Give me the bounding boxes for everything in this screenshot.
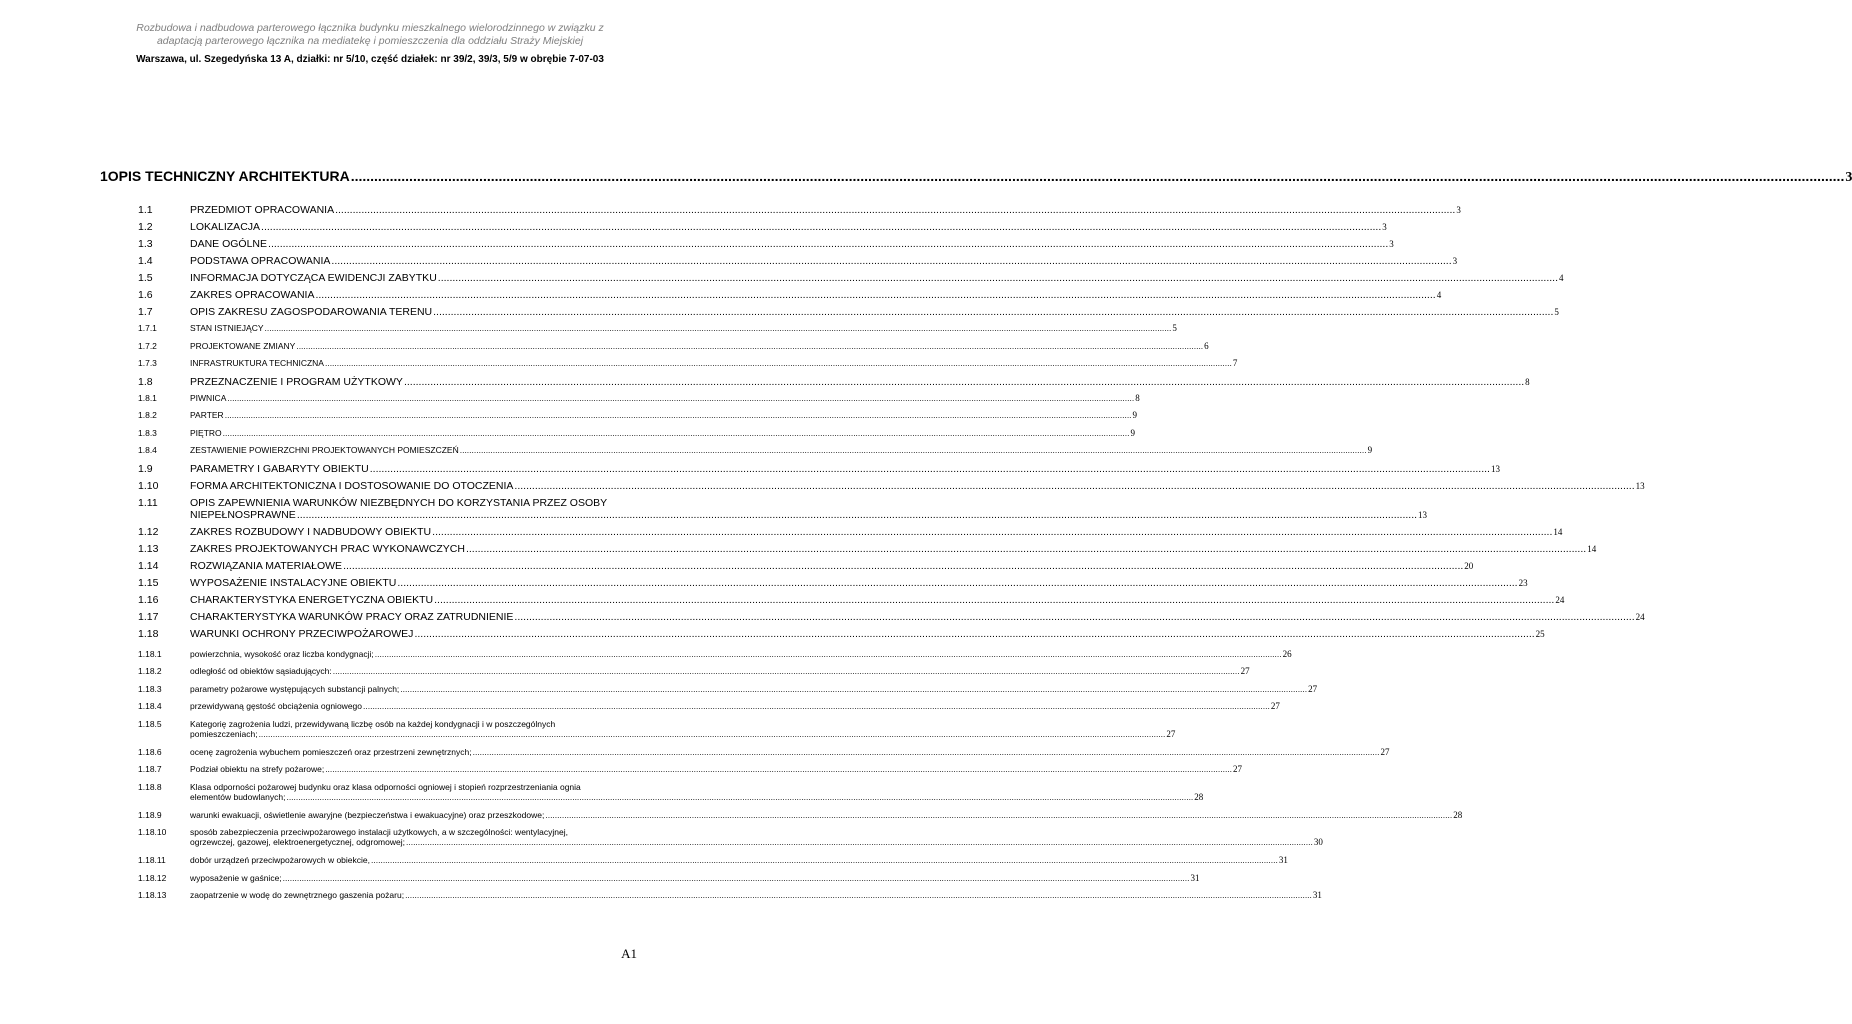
- toc-number: 1.8: [138, 375, 153, 388]
- chapter-leader-dots: [351, 168, 1845, 184]
- leader-dots: [315, 289, 1435, 301]
- toc-title: PRZEDMIOT OPRACOWANIA: [190, 204, 335, 216]
- toc-entry-1-18[interactable]: [138, 627, 1545, 649]
- toc-page: 9: [1132, 410, 1138, 420]
- toc-entry-1-16[interactable]: [138, 593, 1565, 611]
- toc-entry-1-7-2[interactable]: [138, 340, 1209, 359]
- toc-number: 1.15: [138, 576, 159, 589]
- toc-title: zaopatrzenie w wodę do zewnętrznego gaszenia pożaru;: [190, 890, 405, 900]
- toc-page: 27: [1270, 701, 1280, 711]
- toc-entry-1-18-12[interactable]: [138, 872, 1200, 891]
- toc-page: 3: [1389, 239, 1394, 249]
- toc-title: WARUNKI OCHRONY PRZECIWPOŻAROWEJ: [190, 627, 414, 640]
- leader-dots: [438, 272, 1558, 284]
- leader-dots: [223, 428, 1130, 438]
- toc-entry-1-8[interactable]: [138, 375, 1530, 393]
- toc-entry-1-4[interactable]: [138, 255, 1458, 272]
- toc-number: 1.18.13: [138, 890, 167, 900]
- toc-page: 24: [1635, 611, 1645, 622]
- toc-number: 1.18.1: [138, 648, 162, 659]
- toc-entry-1-5[interactable]: [138, 272, 1564, 289]
- leader-dots: [297, 509, 1417, 521]
- toc-title: PRZEZNACZENIE I PROGRAM UŻYTKOWY: [190, 375, 403, 388]
- toc-number: 1.18.10: [138, 827, 167, 837]
- header-address: Warszawa, ul. Szegedyńska 13 A, działki: nr 5/10, część działek: nr 39/2, 39/3, 5/9 w obrębie 7-07-03: [136, 54, 604, 65]
- toc-entry-1-7[interactable]: [138, 306, 1559, 323]
- toc-title: DANE OGÓLNE: [190, 238, 268, 250]
- toc-page: 23: [1518, 577, 1528, 588]
- toc-number: 1.7.3: [138, 358, 157, 368]
- leader-dots: [400, 684, 1307, 694]
- toc-number: 1.4: [138, 255, 153, 267]
- toc-page: 3: [1382, 222, 1387, 232]
- toc-title-line1: sposób zabezpieczenia przeciwpożarowego instalacji użytkowych, a w szczególności: wentylacyjnej,: [190, 827, 568, 837]
- toc-entry-1-6[interactable]: [138, 289, 1442, 306]
- toc-entry-1-18-11[interactable]: [138, 855, 1288, 873]
- toc-title: ZESTAWIENIE POWIERZCHNI PROJEKTOWANYCH POMIESZCZEŃ: [190, 445, 459, 455]
- leader-dots: [432, 526, 1552, 538]
- toc-number: 1.10: [138, 479, 159, 492]
- leader-dots: [227, 393, 1134, 403]
- toc-entry-1-15[interactable]: [138, 576, 1528, 594]
- leader-dots: [335, 204, 1455, 216]
- toc-title: PARAMETRY I GABARYTY OBIEKTU: [190, 462, 369, 475]
- toc-title: INFRASTRUKTURA TECHNICZNA: [190, 358, 324, 368]
- leader-dots: [333, 666, 1240, 676]
- leader-dots: [259, 729, 1166, 739]
- toc-title: parametry pożarowe występujących substancji palnych;: [190, 683, 400, 694]
- toc-entry-1-18-5[interactable]: [138, 718, 1176, 747]
- toc-entry-1-11[interactable]: [138, 496, 1428, 526]
- leader-dots: [283, 873, 1190, 883]
- toc-title-line1: OPIS ZAPEWNIENIA WARUNKÓW NIEZBĘDNYCH DO KORZYSTANIA PRZEZ OSOBY: [190, 496, 608, 509]
- toc-number: 1.7.2: [138, 340, 157, 351]
- toc-number: 1.17: [138, 610, 159, 623]
- leader-dots: [268, 238, 1388, 250]
- toc-number: 1.8.4: [138, 445, 157, 455]
- toc-entry-1-18-7[interactable]: [138, 764, 1243, 782]
- toc-title: PODSTAWA OPRACOWANIA: [190, 255, 331, 267]
- toc-title: ZAKRES OPRACOWANIA: [190, 289, 315, 301]
- toc-number: 1.16: [138, 593, 159, 606]
- toc-entry-1-9[interactable]: [138, 462, 1500, 480]
- toc-page: 25: [1535, 628, 1545, 639]
- toc-number: 1.18.2: [138, 666, 162, 676]
- toc-entry-1-8-2[interactable]: [138, 410, 1138, 428]
- document-header: [90, 22, 650, 65]
- leader-dots: [514, 611, 1634, 623]
- toc-entry-1-7-1[interactable]: [138, 323, 1177, 341]
- toc-page: 20: [1464, 560, 1474, 571]
- toc-page: 3: [1456, 205, 1461, 215]
- toc-page: 5: [1172, 323, 1177, 333]
- toc-entry-1-3[interactable]: [138, 238, 1394, 255]
- toc-number: 1.8.3: [138, 427, 157, 438]
- toc-page: 4: [1559, 273, 1564, 283]
- toc-entry-1-10[interactable]: [138, 479, 1645, 497]
- toc-entry-1-8-4[interactable]: [138, 445, 1373, 463]
- toc-page: 5: [1554, 307, 1559, 317]
- leader-dots: [296, 341, 1203, 351]
- toc-page: 27: [1233, 764, 1243, 774]
- toc-title: ZAKRES ROZBUDOWY I NADBUDOWY OBIEKTU: [190, 525, 432, 538]
- toc-title: LOKALIZACJA: [190, 221, 261, 233]
- toc-title: odległość od obiektów sąsiadujących:: [190, 666, 332, 676]
- toc-title: OPIS ZAKRESU ZAGOSPODAROWANIA TERENU: [190, 306, 433, 318]
- toc-number: 1.18.3: [138, 683, 162, 694]
- toc-entry-1-18-9[interactable]: [138, 809, 1463, 828]
- toc-number: 1.2: [138, 221, 153, 233]
- toc-title-line2: NIEPEŁNOSPRAWNE: [190, 508, 296, 521]
- toc-title-line2: ogrzewczej, gazowej, elektroenergetycznej, odgromowej;: [190, 837, 405, 847]
- toc-title: FORMA ARCHITEKTONICZNA I DOSTOSOWANIE DO OTOCZENIA: [190, 479, 514, 492]
- toc-number: 1.18.12: [138, 872, 167, 883]
- toc-number: 1.11: [138, 496, 158, 509]
- toc-number: 1.1: [138, 204, 153, 216]
- toc-number: 1.6: [138, 289, 153, 301]
- toc-entry-1-18-1[interactable]: [138, 648, 1292, 667]
- toc-number: 1.18.6: [138, 746, 162, 757]
- toc-number: 1.8.1: [138, 392, 157, 403]
- toc-entry-1-1[interactable]: [138, 204, 1461, 221]
- toc-entry-1-13[interactable]: [138, 542, 1597, 560]
- toc-title: WYPOSAŻENIE INSTALACYJNE OBIEKTU: [190, 576, 397, 589]
- leader-dots: [414, 628, 1534, 640]
- toc-entry-1-18-10[interactable]: [138, 827, 1323, 855]
- toc-title: Podział obiektu na strefy pożarowe;: [190, 764, 325, 774]
- toc-page: 31: [1278, 855, 1288, 865]
- table-of-contents: [138, 204, 1645, 908]
- toc-entry-1-18-3[interactable]: [138, 683, 1318, 702]
- toc-number: 1.18.9: [138, 809, 162, 820]
- toc-page: 27: [1166, 728, 1176, 739]
- toc-title: STAN ISTNIEJĄCY: [190, 323, 264, 333]
- chapter-title: OPIS TECHNICZNY ARCHITEKTURA: [107, 168, 350, 184]
- toc-title-line1: Kategorię zagrożenia ludzi, przewidywaną liczbę osób na każdej kondygnacji i w poszczególnych: [190, 718, 556, 729]
- toc-number: 1.18.11: [138, 855, 166, 865]
- toc-title: ZAKRES PROJEKTOWANYCH PRAC WYKONAWCZYCH: [190, 542, 465, 555]
- toc-page: 27: [1240, 666, 1250, 676]
- toc-page: 7: [1232, 358, 1238, 368]
- leader-dots: [343, 560, 1463, 572]
- toc-entry-1-17[interactable]: [138, 610, 1645, 628]
- leader-dots: [406, 837, 1313, 847]
- toc-title: przewidywaną gęstość obciążenia ogniowego: [190, 701, 362, 711]
- toc-page: 13: [1635, 480, 1645, 491]
- header-subtitle-line2: adaptacją parterowego łącznika na mediatekę i pomieszczenia dla oddziału Straży Miejskiej: [156, 35, 584, 47]
- leader-dots: [286, 792, 1193, 802]
- leader-dots: [545, 810, 1452, 820]
- toc-entry-1-18-2[interactable]: [138, 666, 1250, 684]
- toc-number: 1.9: [138, 462, 153, 475]
- leader-dots: [466, 543, 1586, 555]
- leader-dots: [225, 410, 1132, 420]
- toc-title: PIĘTRO: [190, 427, 222, 438]
- toc-title-line1: Klasa odporności pożarowej budynku oraz klasa odporności ogniowej i stopień rozprzestrzeniania ognia: [190, 781, 581, 792]
- toc-page: 13: [1418, 509, 1428, 520]
- leader-dots: [514, 480, 1634, 492]
- toc-title: PROJEKTOWANE ZMIANY: [190, 340, 296, 351]
- leader-dots: [375, 649, 1282, 659]
- toc-page: 8: [1525, 376, 1530, 387]
- toc-title: warunki ewakuacji, oświetlenie awaryjne (bezpieczeństwa i ewakuacyjne) oraz przeszkodowe;: [190, 809, 545, 820]
- toc-title: wyposażenie w gaśnice;: [190, 872, 282, 883]
- toc-page: 9: [1367, 445, 1373, 455]
- toc-number: 1.18: [138, 627, 159, 640]
- toc-page: 4: [1436, 290, 1442, 300]
- toc-page: 13: [1490, 463, 1500, 474]
- toc-title: ROZWIĄZANIA MATERIAŁOWE: [190, 559, 343, 572]
- toc-number: 1.13: [138, 542, 159, 555]
- toc-page: 31: [1190, 872, 1200, 883]
- toc-entry-1-18-8[interactable]: [138, 781, 1204, 810]
- toc-page: 14: [1553, 526, 1563, 537]
- toc-entry-1-18-13[interactable]: [138, 890, 1322, 908]
- toc-entry-1-18-4[interactable]: [138, 701, 1280, 719]
- leader-dots: [265, 323, 1172, 333]
- toc-number: 1.7.1: [138, 323, 157, 333]
- leader-dots: [371, 855, 1278, 865]
- toc-title: INFORMACJA DOTYCZĄCA EWIDENCJI ZABYTKU: [190, 272, 437, 284]
- leader-dots: [325, 764, 1232, 774]
- toc-page: 24: [1555, 594, 1565, 605]
- toc-title: powierzchnia, wysokość oraz liczba kondygnacji;: [190, 648, 374, 659]
- leader-dots: [434, 594, 1554, 606]
- toc-number: 1.12: [138, 525, 159, 538]
- toc-page: 27: [1308, 683, 1318, 694]
- leader-dots: [404, 376, 1524, 388]
- toc-title-line2: elementów budowlanych;: [190, 791, 286, 802]
- toc-number: 1.3: [138, 238, 153, 250]
- page-label: A1: [621, 946, 637, 961]
- toc-entry-1-14[interactable]: [138, 559, 1474, 577]
- toc-chapter-1[interactable]: [100, 168, 1852, 186]
- toc-entry-1-8-1[interactable]: [138, 392, 1140, 411]
- chapter-page: 3: [1845, 170, 1852, 185]
- toc-title: PIWNICA: [190, 392, 227, 403]
- chapter-number: 1: [100, 168, 108, 184]
- toc-page: 28: [1453, 809, 1463, 820]
- leader-dots: [460, 445, 1367, 455]
- toc-page: 6: [1204, 340, 1209, 351]
- toc-page: 8: [1135, 392, 1140, 403]
- toc-entry-1-18-6[interactable]: [138, 746, 1390, 765]
- leader-dots: [473, 747, 1380, 757]
- leader-dots: [331, 255, 1451, 267]
- leader-dots: [433, 306, 1553, 318]
- toc-page: 28: [1194, 791, 1204, 802]
- leader-dots: [370, 463, 1490, 475]
- toc-entry-1-8-3[interactable]: [138, 427, 1135, 446]
- toc-page: 30: [1313, 837, 1323, 847]
- toc-page: 9: [1130, 427, 1135, 438]
- toc-number: 1.18.5: [138, 718, 162, 729]
- toc-number: 1.5: [138, 272, 153, 284]
- toc-title: CHARAKTERYSTYKA WARUNKÓW PRACY ORAZ ZATRUDNIENIE: [190, 610, 514, 623]
- leader-dots: [405, 890, 1312, 900]
- toc-page: 3: [1452, 256, 1458, 266]
- toc-entry-1-7-3[interactable]: [138, 358, 1238, 376]
- toc-page: 26: [1282, 648, 1292, 659]
- toc-number: 1.8.2: [138, 410, 157, 420]
- toc-entry-1-12[interactable]: [138, 525, 1563, 543]
- leader-dots: [363, 701, 1270, 711]
- toc-page: 14: [1587, 543, 1597, 554]
- toc-page: 31: [1312, 890, 1322, 900]
- toc-number: 1.18.7: [138, 764, 162, 774]
- toc-number: 1.7: [138, 306, 153, 318]
- toc-entry-1-2[interactable]: [138, 221, 1387, 238]
- leader-dots: [325, 358, 1232, 368]
- header-subtitle-line1: Rozbudowa i nadbudowa parterowego łącznika budynku mieszkalnego wielorodzinnego w związku z: [136, 22, 604, 34]
- leader-dots: [397, 577, 1517, 589]
- toc-title: PARTER: [190, 410, 224, 420]
- toc-number: 1.14: [138, 559, 159, 572]
- leader-dots: [261, 221, 1381, 233]
- toc-title: CHARAKTERYSTYKA ENERGETYCZNA OBIEKTU: [190, 593, 434, 606]
- toc-title: dobór urządzeń przeciwpożarowych w obiekcie,: [190, 855, 371, 865]
- toc-number: 1.18.4: [138, 701, 162, 711]
- toc-title-line2: pomieszczeniach;: [190, 728, 258, 739]
- toc-page: 27: [1380, 746, 1390, 757]
- toc-title: ocenę zagrożenia wybuchem pomieszczeń oraz przestrzeni zewnętrznych;: [190, 746, 472, 757]
- toc-number: 1.18.8: [138, 781, 162, 792]
